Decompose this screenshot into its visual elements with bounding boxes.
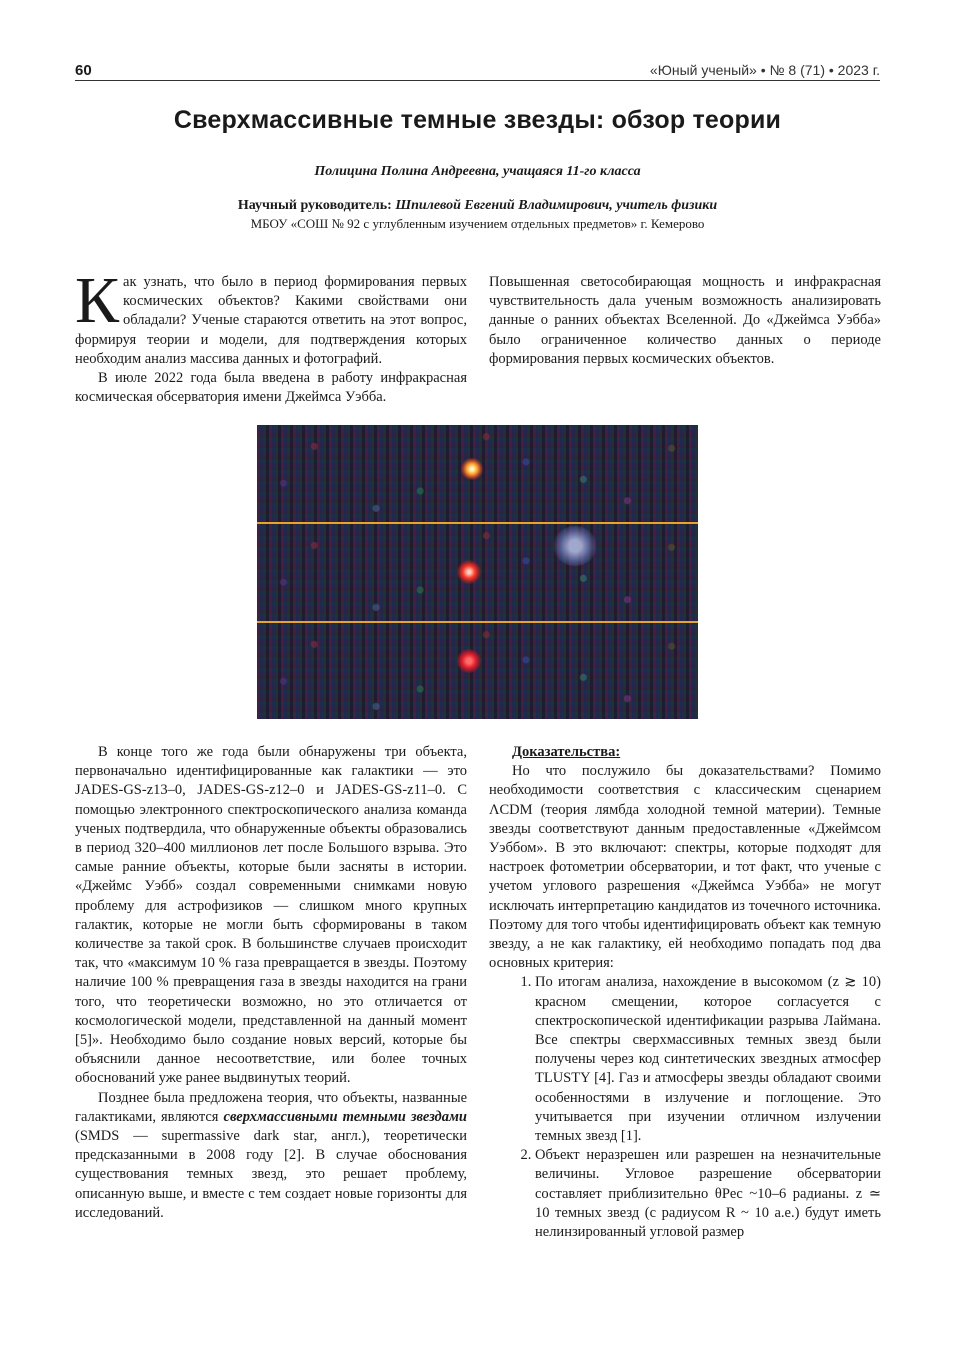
criterion-item: 2. Объект неразрешен или разрешен на незначительные величины. Угловое разрешение обсерватории составляет приблизительно θPec ~10–6 радианы. z ≃ 10 темных звезд (с радиусом R ~ 10 а.е.) будут иметь нелинзированный угловой размер [535,1146,881,1242]
page-header [75,58,880,81]
body-paragraph-2-end: (SMDS — supermassive dark star, англ.), теоретически предсказанными в 2008 году [2]. В случае обоснования существования темных звезд, это решает проблему, описанную выше, и вместе с тем создает новые горизонты для исследований. [75,1128,467,1221]
figure-panel-middle [257,524,698,621]
intro-paragraph-2: В июле 2022 года была введена в работу инфракрасная космическая обсерватория имени Джеймса Уэбба. [75,370,467,406]
article-title: Сверхмассивные темные звезды: обзор теории [173,106,782,134]
body-paragraph-1: В конце того же года были обнаружены три объекта, первоначально идентифицированные как галактики — это JADES-GS-z13–0, JADES-GS-z12–0 и JADES-GS-z11–0. С помощью электронного спектроскопического анализа команда ученых подтвердила, что обнаруженные объекты образовались в период 320–400 миллионов лет после Большого взрыва. Это самые ранние объекты, которые были засняты в истории. «Джеймс Уэбб» создал современными снимками новую проблему для астрофизиков — слишком много крупных галактик, которые не могли быть сформированы в таком количестве за такой срок. В большинстве случаев происходит так, что «максимум 10 % газа превращается в звезды. Поэтому наличие 100 % превращения газа в звезды находится на грани того, что теоретически возможно, но это отличается от космологической модели, представленной на данный момент [5]». Необходимо было создание новых версий, которые бы объяснили данное несоответствие, или более точных обоснований уже ранее выдвинутых теорий. [75,744,467,1087]
drop-cap: К [75,264,120,337]
foreground-source [553,526,597,566]
jwst-objects-figure [257,425,698,719]
journal-info: «Юный ученый» • № 8 (71) • 2023 г. [649,62,880,78]
object-2-source [457,560,481,584]
intro-left-column [75,264,467,407]
criterion-item: 1. По итогам анализа, нахождение в высокомом (z ≳ 10) красном смещении, которое согласуется с спектроскопической идентификации разрыва Лаймана. Все спектры сверхмассивных темных звезд были получены через код синтетических звездных атмосфер TLUSTY [4]. Газ и атмосферы звезды обладают своими особенностями в излучение и поглощение. Это учитывается при изучении отличном излучении темных звезд [1]. [535,973,881,1146]
criteria-list [489,973,881,1242]
section-heading: Доказательства: [512,744,621,760]
body-paragraph-2-start: Позднее была предложена теория, что объекты, названные галактиками, являются [75,1089,467,1125]
intro-right-column [489,273,881,369]
school-line: МБОУ «СОШ № 92 с углубленным изучением отдельных предметов» г. Кемерово [250,216,705,231]
figure-panel-bottom [257,623,698,719]
object-1-source [461,458,483,480]
body-paragraph-2 [75,1089,467,1223]
body-left-column [75,743,467,1223]
supervisor-line [75,198,880,214]
supervisor-label: Научный руководитель: [237,198,392,213]
intro-paragraph-3: Повышенная светособирающая мощность и инфракрасная чувствительность дала ученым возможность анализировать данные о ранних объектах Вселенной. До «Джеймса Уэбба» было ограниченное количество данных о периоде формирования первых космических объектов. [489,274,881,367]
body-right-column [489,743,881,1242]
intro-paragraph-1 [75,264,467,369]
author-line: Полицина Полина Андреевна, учащаяся 11-го класса [314,164,641,179]
object-3-source [457,649,481,673]
emphasis-smds: сверхмассивными темными звездами [223,1108,467,1125]
figure-panel-top [257,425,698,522]
intro-paragraph-1-text: ак узнать, что было в период формирования первых космических объектов? Какими свойствами они обладали? Ученые стараются ответить на этот вопрос, формируя теории и модели, для подтверждения которых необходим анализ массива данных и фотографий. [75,274,467,367]
evidence-paragraph: Но что послужило бы доказательствами? Помимо необходимости соответствия с классическим сценарием ΛCDM (теория лямбда холодной темной материи). Темные звезды соответствуют данным предоставленные «Джеймсом Уэббом». В это включают: спектры, которые подходят для настроек фотометрии обсерватории, и тот факт, что ученые с учетом углового разрешения «Джеймса Уэбба» не могут исключать интерпретацию кандидатов из точечного источника. Поэтому для того чтобы идентифицировать объект как темную звезду, а не как галактику, ей необходимо попадать под два основных критерия: [489,763,881,972]
supervisor-name: Шпилевой Евгений Владимирович, учитель физики [395,198,718,213]
page-number: 60 [75,62,92,79]
